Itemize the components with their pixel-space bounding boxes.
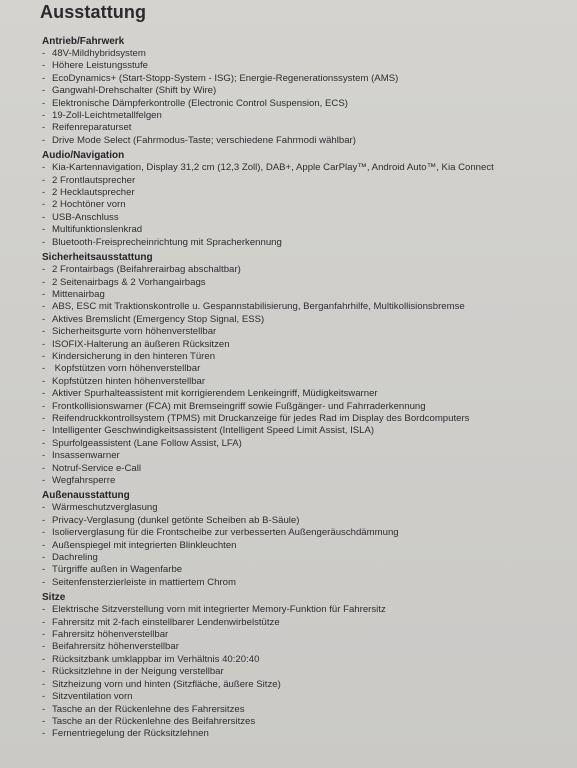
list-item <box>42 175 572 187</box>
list-item <box>42 212 572 224</box>
list-item-text: Fahrersitz höhenverstellbar <box>52 629 169 641</box>
list-item <box>42 110 572 122</box>
bullet-dash: - <box>42 475 46 486</box>
bullet-dash: - <box>42 604 46 616</box>
section-heading: Audio/Navigation <box>42 150 125 162</box>
list-item-text: Wärmeschutzverglasung <box>52 502 158 514</box>
bullet-dash: - <box>42 462 46 474</box>
bullet-dash: - <box>42 539 46 551</box>
list-item <box>42 691 572 703</box>
list-item <box>42 540 572 552</box>
list-item-text: Kia-Kartennavigation, Display 31,2 cm (12,3 Zoll), DAB+, Apple CarPlay™, Android Auto™, Kia Connect <box>52 162 494 174</box>
list-item <box>42 654 572 666</box>
bullet-dash: - <box>42 400 46 412</box>
list-item-text: Gangwahl-Drehschalter (Shift by Wire) <box>52 85 217 97</box>
section-heading: Sitze <box>42 592 66 604</box>
list-item <box>42 339 572 351</box>
bullet-dash: - <box>42 691 46 703</box>
item-list <box>42 604 572 740</box>
list-item <box>42 629 572 641</box>
bullet-dash: - <box>42 502 46 514</box>
bullet-dash: - <box>42 301 46 313</box>
bullet-dash: - <box>42 187 46 199</box>
bullet-dash: - <box>42 264 46 276</box>
list-item <box>42 716 572 728</box>
list-item <box>42 376 572 388</box>
bullet-dash: - <box>42 313 46 325</box>
list-item-text: Kopfstützen vorn höhenverstellbar <box>52 363 201 375</box>
list-item <box>42 224 572 236</box>
bullet-dash: - <box>42 110 46 122</box>
list-item <box>42 264 572 276</box>
list-item <box>42 301 572 313</box>
list-item-text: Rücksitzbank umklappbar im Verhältnis 40:20:40 <box>52 653 260 665</box>
list-item-text: Außenspiegel mit integrierten Blinkleuchten <box>52 539 237 551</box>
list-item <box>42 98 572 110</box>
list-item <box>42 564 572 576</box>
item-list <box>42 502 572 589</box>
list-item <box>42 199 572 211</box>
section <box>42 36 572 147</box>
bullet-dash: - <box>42 564 46 576</box>
bullet-dash: - <box>42 338 46 350</box>
list-item-text: EcoDynamics+ (Start-Stopp-System - ISG); Energie-Regenerationssystem (AMS) <box>52 72 399 84</box>
list-item-text: 2 Hecklautsprecher <box>52 187 135 199</box>
bullet-dash: - <box>42 678 46 690</box>
list-item-text: Seitenfensterzierleiste in mattiertem Chrom <box>52 576 236 588</box>
list-item <box>42 502 572 514</box>
list-item-text: Tasche an der Rückenlehne des Beifahrersitzes <box>52 715 256 727</box>
list-item <box>42 326 572 338</box>
list-item <box>42 641 572 653</box>
bullet-dash: - <box>42 85 46 97</box>
bullet-dash: - <box>42 412 46 424</box>
list-item <box>42 604 572 616</box>
list-item-text: Sitzventilation vorn <box>52 691 133 703</box>
list-item-text: Sitzheizung vorn und hinten (Sitzfläche, äußere Sitze) <box>52 678 281 690</box>
list-item <box>42 666 572 678</box>
list-item-text: Frontkollisionswarner (FCA) mit Bremseingriff sowie Fußgänger- und Fahrraderkennung <box>52 400 426 412</box>
list-item <box>42 450 572 462</box>
list-item-text: 2 Frontairbags (Beifahrerairbag abschaltbar) <box>52 264 241 276</box>
list-item <box>42 351 572 363</box>
list-item <box>42 515 572 527</box>
bullet-dash: - <box>42 715 46 727</box>
list-item-text: Insassenwarner <box>52 450 120 462</box>
list-item <box>42 413 572 425</box>
bullet-dash: - <box>42 653 46 665</box>
list-item-text: 2 Seitenairbags & 2 Vorhangairbags <box>52 276 206 288</box>
list-item-text: Türgriffe außen in Wagenfarbe <box>52 564 183 576</box>
bullet-dash: - <box>42 236 46 248</box>
list-item-text: Elektrische Sitzverstellung vorn mit integrierter Memory-Funktion für Fahrersitz <box>52 604 386 616</box>
bullet-dash: - <box>42 450 46 462</box>
list-item-text: 2 Frontlautsprecher <box>52 174 136 186</box>
list-item-text: Privacy-Verglasung (dunkel getönte Scheiben ab B-Säule) <box>52 514 300 526</box>
section <box>42 252 572 487</box>
item-list <box>42 48 572 147</box>
list-item <box>42 314 572 326</box>
list-item <box>42 577 572 589</box>
list-item-text: Fernentriegelung der Rücksitzlehnen <box>52 728 209 740</box>
list-item <box>42 527 572 539</box>
bullet-dash: - <box>42 326 46 338</box>
bullet-dash: - <box>42 97 46 109</box>
bullet-dash: - <box>42 388 46 400</box>
list-item-text: Bluetooth-Freisprecheinrichtung mit Spracherkennung <box>52 236 282 248</box>
list-item <box>42 48 572 60</box>
list-item-text: Kindersicherung in den hinteren Türen <box>52 350 216 362</box>
list-item-text: Elektronische Dämpferkontrolle (Electronic Control Suspension, ECS) <box>52 97 348 109</box>
bullet-dash: - <box>42 641 46 653</box>
list-item <box>42 162 572 174</box>
list-item-text: Dachreling <box>52 552 98 564</box>
list-item-text: Aktives Bremslicht (Emergency Stop Signal, ESS) <box>52 313 265 325</box>
list-item <box>42 85 572 97</box>
section <box>42 150 572 249</box>
bullet-dash: - <box>42 629 46 641</box>
list-item-text: Isolierverglasung für die Frontscheibe zur verbesserten Außengeräuschdämmung <box>52 527 399 539</box>
list-item <box>42 388 572 400</box>
list-item-text: Reifendruckkontrollsystem (TPMS) mit Druckanzeige für jedes Rad im Display des Bordcomputers <box>52 412 470 424</box>
list-item <box>42 277 572 289</box>
bullet-dash: - <box>42 162 46 174</box>
section-heading: Außenausstattung <box>42 490 130 502</box>
list-item-text: Fahrersitz mit 2-fach einstellbarer Lendenwirbelstütze <box>52 616 280 628</box>
list-item <box>42 135 572 147</box>
bullet-dash: - <box>42 552 46 564</box>
list-item <box>42 704 572 716</box>
list-item-text: Drive Mode Select (Fahrmodus-Taste; verschiedene Fahrmodi wählbar) <box>52 134 356 146</box>
list-item <box>42 728 572 740</box>
list-item-text: Multifunktionslenkrad <box>52 224 143 236</box>
list-item-text: Spurfolgeassistent (Lane Follow Assist, LFA) <box>52 437 242 449</box>
list-item <box>42 552 572 564</box>
list-item-text: Wegfahrsperre <box>52 475 116 486</box>
list-item-text: ISOFIX-Halterung an äußeren Rücksitzen <box>52 338 230 350</box>
list-item-text: Sicherheitsgurte vorn höhenverstellbar <box>52 326 217 338</box>
list-item <box>42 438 572 450</box>
bullet-dash: - <box>42 60 46 72</box>
list-item-text: Kopfstützen hinten höhenverstellbar <box>52 375 206 387</box>
list-item <box>42 401 572 413</box>
bullet-dash: - <box>42 437 46 449</box>
list-item-text: Tasche an der Rückenlehne des Fahrersitzes <box>52 703 245 715</box>
bullet-dash: - <box>42 666 46 678</box>
list-item <box>42 73 572 85</box>
section-heading: Sicherheitsausstattung <box>42 252 153 264</box>
list-item-text: Notruf-Service e-Call <box>52 462 142 474</box>
list-item-text: ABS, ESC mit Traktionskontrolle u. Gespannstabilisierung, Berganfahrhilfe, Multikollisionsbremse <box>52 301 465 313</box>
list-item <box>42 475 572 487</box>
equipment-list <box>42 36 572 741</box>
bullet-dash: - <box>42 134 46 146</box>
list-item <box>42 122 572 134</box>
list-item-text: Mittenairbag <box>52 288 105 300</box>
bullet-dash: - <box>42 576 46 588</box>
list-item <box>42 60 572 72</box>
list-item-text: 19-Zoll-Leichtmetallfelgen <box>52 110 162 122</box>
bullet-dash: - <box>42 363 46 375</box>
list-item-text: Reifenreparaturset <box>52 122 132 134</box>
list-item <box>42 463 572 475</box>
list-item <box>42 237 572 249</box>
list-item-text: Höhere Leistungsstufe <box>52 60 148 72</box>
list-item <box>42 363 572 375</box>
list-item-text: Aktiver Spurhalteassistent mit korrigierendem Lenkeingriff, Müdigkeitswarner <box>52 388 378 400</box>
list-item <box>42 679 572 691</box>
list-item-text: USB-Anschluss <box>52 211 119 223</box>
bullet-dash: - <box>42 276 46 288</box>
bullet-dash: - <box>42 199 46 211</box>
bullet-dash: - <box>42 122 46 134</box>
list-item-text: 2 Hochtöner vorn <box>52 199 126 211</box>
bullet-dash: - <box>42 375 46 387</box>
bullet-dash: - <box>42 48 46 59</box>
bullet-dash: - <box>42 616 46 628</box>
bullet-dash: - <box>42 224 46 236</box>
list-item <box>42 425 572 437</box>
bullet-dash: - <box>42 728 46 740</box>
bullet-dash: - <box>42 350 46 362</box>
section <box>42 592 572 740</box>
bullet-dash: - <box>42 703 46 715</box>
list-item <box>42 289 572 301</box>
list-item-text: 48V-Mildhybridsystem <box>52 48 146 59</box>
item-list <box>42 162 572 249</box>
bullet-dash: - <box>42 72 46 84</box>
bullet-dash: - <box>42 211 46 223</box>
list-item <box>42 187 572 199</box>
item-list <box>42 264 572 487</box>
bullet-dash: - <box>42 514 46 526</box>
page-title: Ausstattung <box>40 2 147 22</box>
bullet-dash: - <box>42 425 46 437</box>
list-item-text: Rücksitzlehne in der Neigung verstellbar <box>52 666 224 678</box>
bullet-dash: - <box>42 174 46 186</box>
bullet-dash: - <box>42 288 46 300</box>
list-item <box>42 617 572 629</box>
bullet-dash: - <box>42 527 46 539</box>
list-item-text: Beifahrersitz höhenverstellbar <box>52 641 179 653</box>
list-item-text: Intelligenter Geschwindigkeitsassistent (Intelligent Speed Limit Assist, ISLA) <box>52 425 375 437</box>
section <box>42 490 572 589</box>
section-heading: Antrieb/Fahrwerk <box>42 36 125 47</box>
